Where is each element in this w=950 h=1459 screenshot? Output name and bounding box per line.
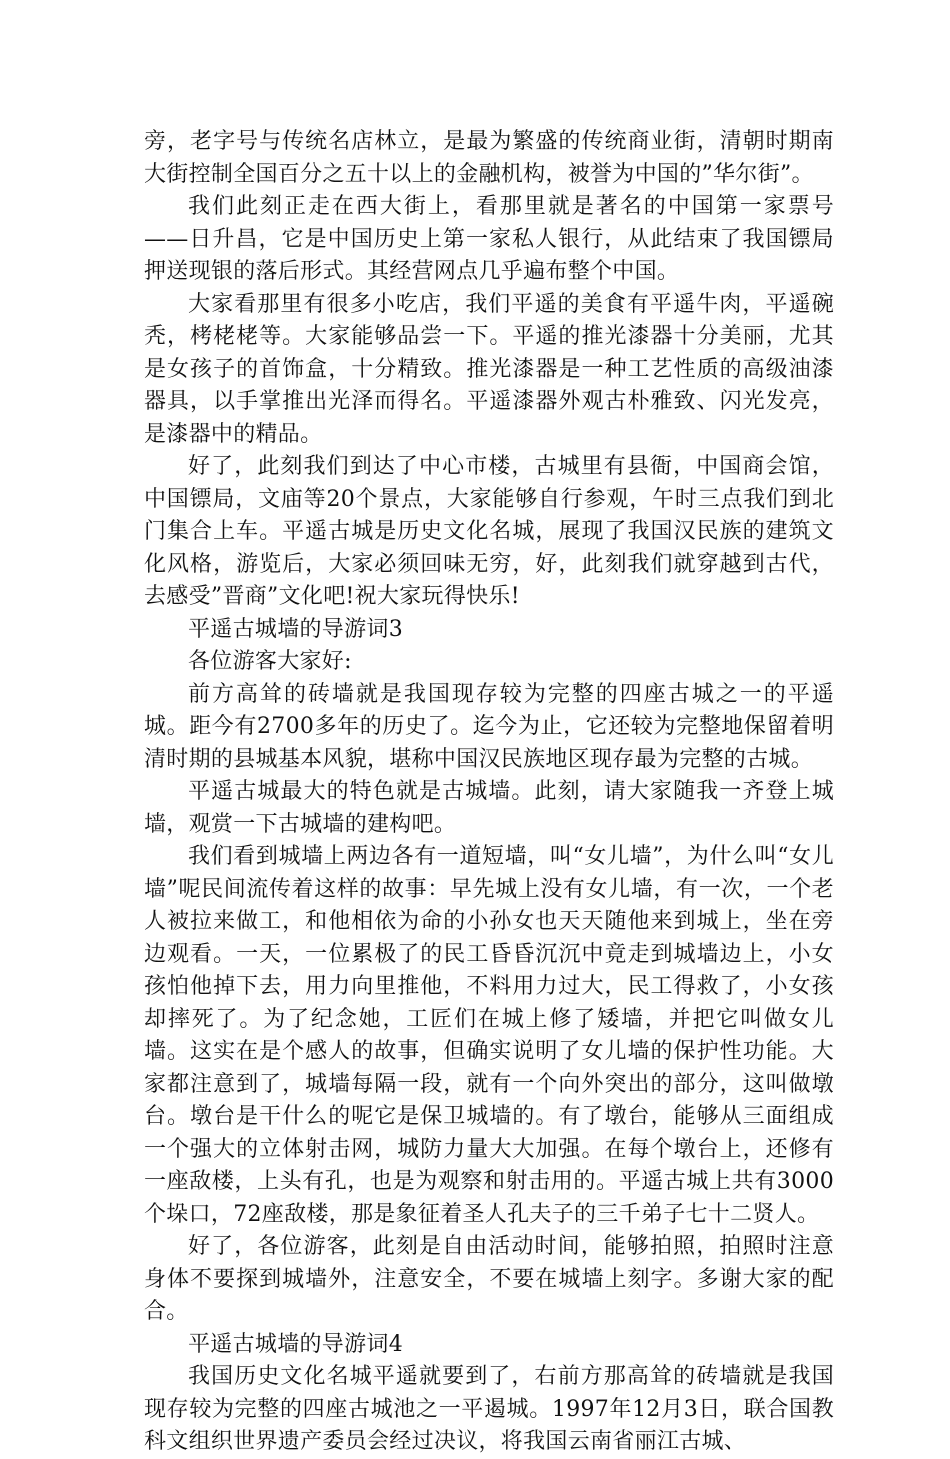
section-heading-3: 平遥古城墙的导游词3 xyxy=(188,616,403,642)
paragraph-continued: 旁，老字号与传统名店林立，是最为繁盛的传统商业街，清朝时期南大街控制全国百分之五十以上的金融机构，被誉为中国的”华尔街”。 xyxy=(144,129,834,187)
paragraph-city-tower: 好了，此刻我们到达了中心市楼，古城里有县衙，中国商会馆，中国镖局，文庙等20个景点，大家能够自行参观，午时三点我们到北门集合上车。平遥古城是历史文化名城，展现了我国汉民族的建筑文化风格，游览后，大家必须回味无穷，好，此刻我们就穿越到古代，去感受”晋商”文化吧!祝大家玩得快乐! xyxy=(144,454,834,609)
paragraph-brick-wall: 前方高耸的砖墙就是我国现存较为完整的四座古城之一的平遥城。距今有2700多年的历史了。迄今为止，它还较为完整地保留着明清时期的县城基本风貌，堪称中国汉民族地区现存最为完整的古城。 xyxy=(144,681,834,772)
paragraph-snacks: 大家看那里有很多小吃店，我们平遥的美食有平遥牛肉，平遥碗秃，栲栳栳等。大家能够品尝一下。平遥的推光漆器十分美丽，尤其是女孩子的首饰盒，十分精致。推光漆器是一种工艺性质的高级油漆器具，以手掌推出光泽而得名。平遥漆器外观古朴雅致、闪光发亮，是漆器中的精品。 xyxy=(144,291,834,447)
paragraph-free-time: 好了，各位游客，此刻是自由活动时间，能够拍照，拍照时注意身体不要探到城墙外，注意安全，不要在城墙上刻字。多谢大家的配合。 xyxy=(144,1234,834,1324)
paragraph-city-wall-feature: 平遥古城最大的特色就是古城墙。此刻，请大家随我一齐登上城墙，观赏一下古城墙的建构吧。 xyxy=(144,779,834,837)
section-heading-4: 平遥古城墙的导游词4 xyxy=(188,1331,403,1357)
paragraph-rishengchang: 我们此刻正走在西大街上，看那里就是著名的中国第一家票号——日升昌，它是中国历史上第一家私人银行，从此结束了我国镖局押送现银的落后形式。其经营网点几乎遍布整个中国。 xyxy=(144,194,834,284)
paragraph-nuer-wall: 我们看到城墙上两边各有一道短墙，叫“女儿墙”，为什么叫“女儿墙”呢民间流传着这样的故事：早先城上没有女儿墙，有一次，一个老人被拉来做工，和他相依为命的小孙女也天天随他来到城上，坐在旁边观看。一天，一位累极了的民工昏昏沉沉中竟走到城墙边上，小女孩怕他掉下去，用力向里推他，不料用力过大，民工得救了，小女孩却摔死了。为了纪念她，工匠们在城上修了矮墙，并把它叫做女儿墙。这实在是个感人的故事，但确实说明了女儿墙的保护性功能。大家都注意到了，城墙每隔一段，就有一个向外突出的部分，这叫做墩台。墩台是干什么的呢它是保卫城墙的。有了墩台，能够从三面组成一个强大的立体射击网，城防力量大大加强。在每个墩台上，还修有一座敌楼，上头有孔，也是为观察和射击用的。平遥古城上共有3000个垛口，72座敌楼，那是象征着圣人孔夫子的三千弟子七十二贤人。 xyxy=(144,844,834,1227)
greeting-line: 各位游客大家好: xyxy=(188,649,352,674)
paragraph-heritage: 我国历史文化名城平遥就要到了，右前方那高耸的砖墙就是我国现存较为完整的四座古城池之一平遏城。1997年12月3日，联合国教科文组织世界遗产委员会经过决议，将我国云南省丽江古城、 xyxy=(144,1364,834,1454)
document-page xyxy=(144,126,834,1459)
